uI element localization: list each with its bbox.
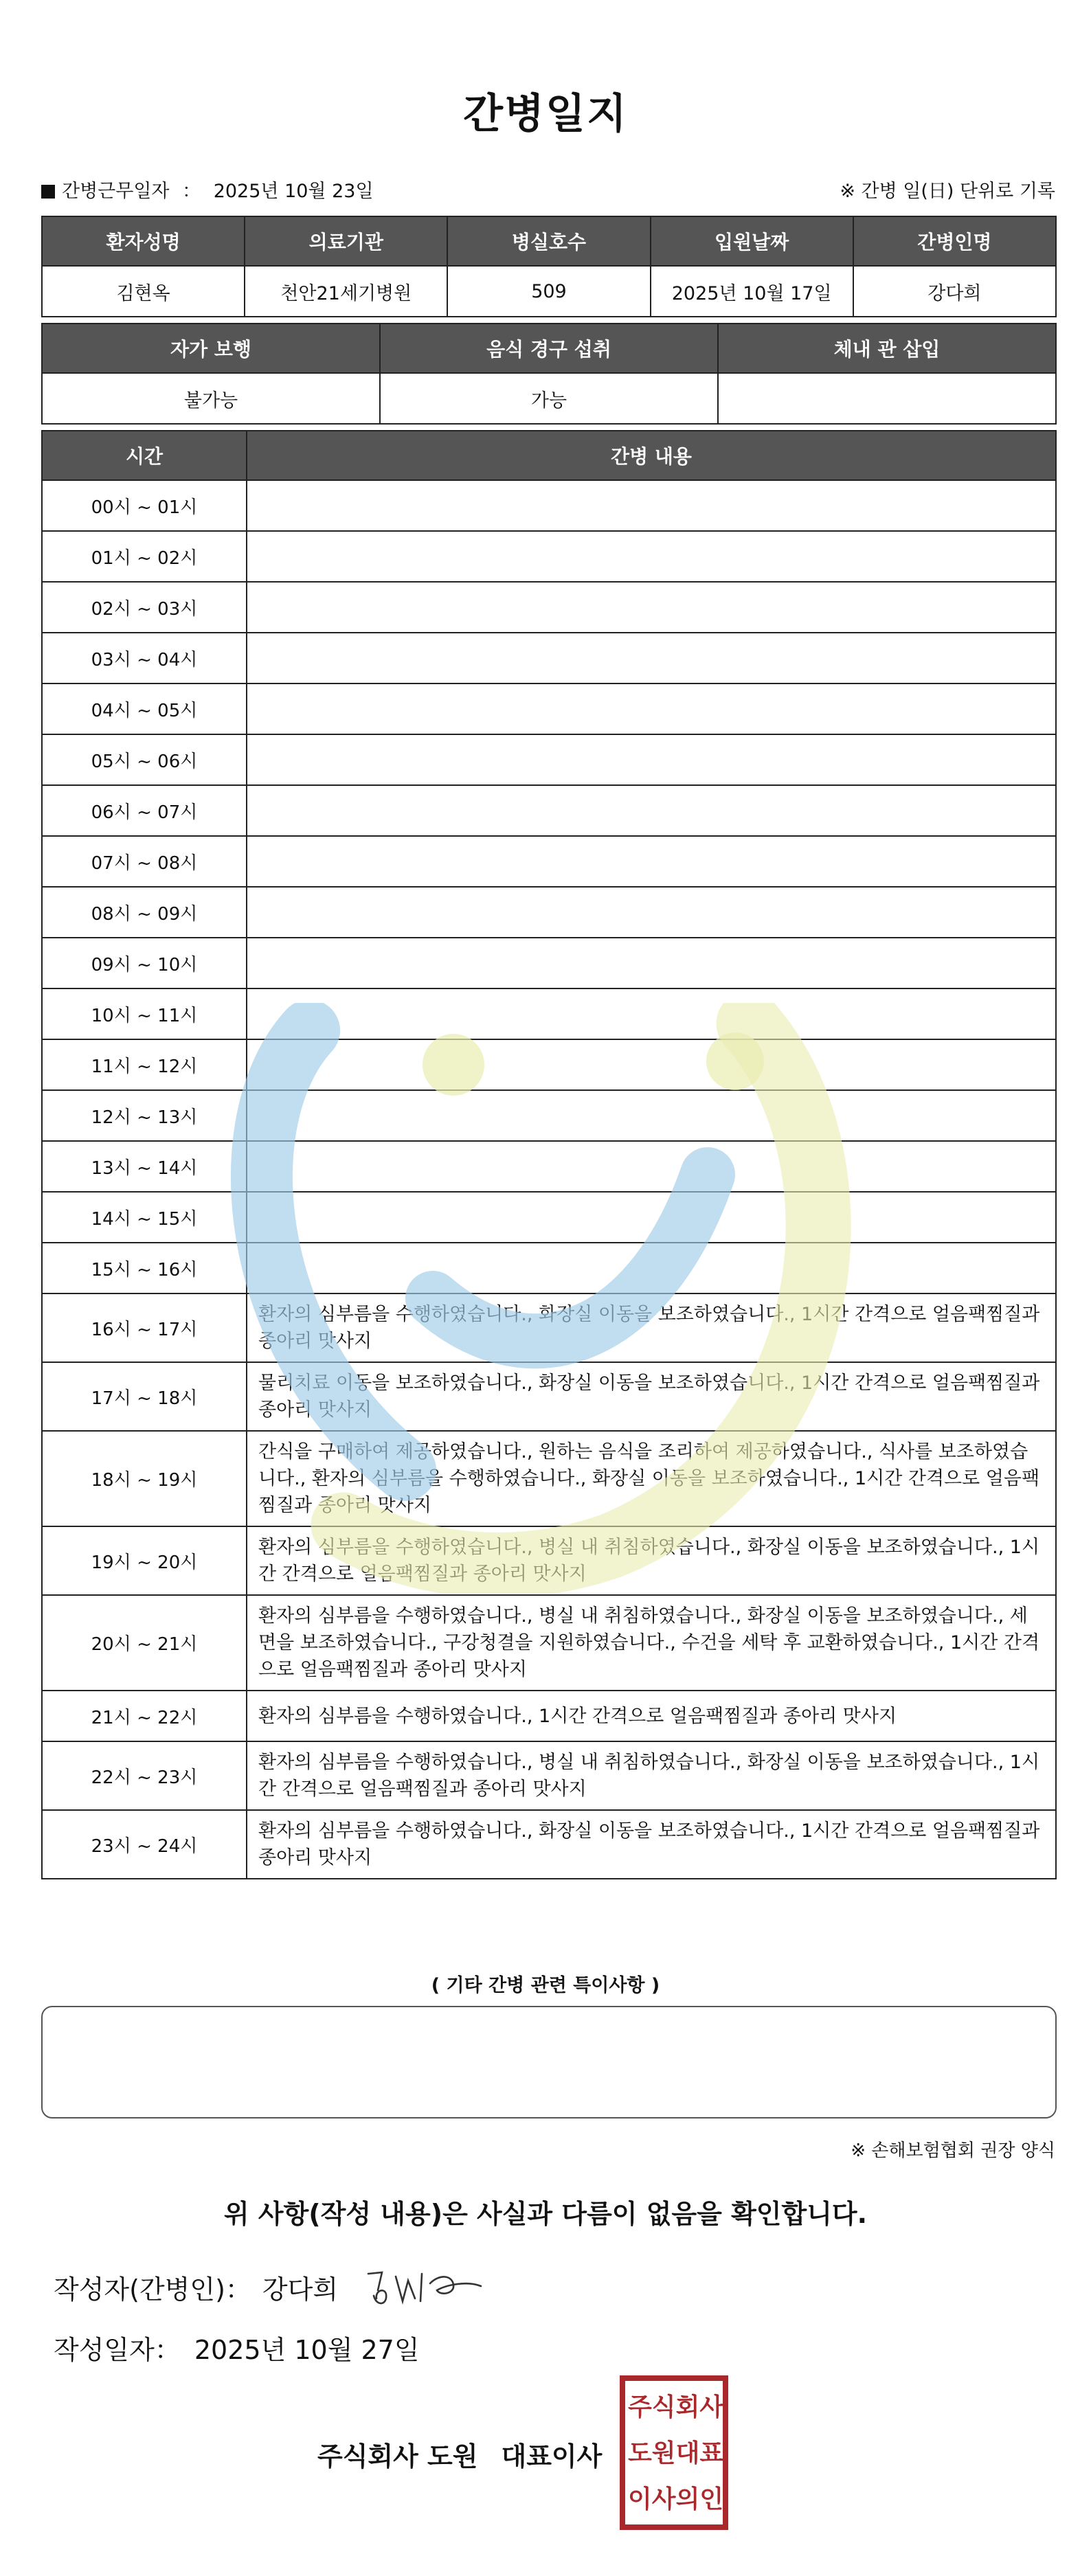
log-content xyxy=(247,938,1056,988)
seal-char: 사 xyxy=(699,2392,724,2421)
table-row xyxy=(42,480,1056,531)
header-oral-intake: 음식 경구 섭취 xyxy=(380,324,718,373)
document-title: 간병일지 xyxy=(463,90,628,138)
table-row xyxy=(42,1293,1056,1362)
log-time: 05시 ~ 06시 xyxy=(42,734,247,785)
log-content: 환자의 심부름을 수행하였습니다., 화장실 이동을 보조하였습니다., 1시간 간격으로 얼음팩찜질과 종아리 맛사지 xyxy=(247,1810,1056,1879)
table-row xyxy=(42,734,1056,785)
log-time: 04시 ~ 05시 xyxy=(42,683,247,734)
log-time: 09시 ~ 10시 xyxy=(42,938,247,988)
table-row xyxy=(42,1243,1056,1293)
seal-char: 인 xyxy=(699,2484,724,2513)
confirmation-statement: 위 사항(작성 내용)은 사실과 다름이 없음을 확인합니다. xyxy=(223,2199,868,2229)
log-time: 22시 ~ 23시 xyxy=(42,1741,247,1810)
table-row xyxy=(42,1362,1056,1431)
header-tube-insertion: 체내 관 삽입 xyxy=(718,324,1056,373)
log-content xyxy=(247,1243,1056,1293)
table-row xyxy=(42,1691,1056,1741)
log-time: 23시 ~ 24시 xyxy=(42,1810,247,1879)
care-log-body xyxy=(42,480,1056,1879)
log-content xyxy=(247,1039,1056,1090)
log-time: 16시 ~ 17시 xyxy=(42,1293,247,1362)
header-hospital: 의료기관 xyxy=(245,216,447,266)
seal-char: 사 xyxy=(651,2484,676,2513)
work-date xyxy=(41,176,374,203)
log-content xyxy=(247,1192,1056,1243)
log-time: 07시 ~ 08시 xyxy=(42,836,247,887)
log-content xyxy=(247,785,1056,836)
table-row xyxy=(42,988,1056,1039)
table-row xyxy=(42,582,1056,633)
seal-char: 표 xyxy=(699,2438,724,2467)
header-caregiver: 간병인명 xyxy=(853,216,1056,266)
log-time: 13시 ~ 14시 xyxy=(42,1141,247,1192)
recommend-note: ※ 손해보험협회 권장 양식 xyxy=(851,2140,1055,2161)
log-content xyxy=(247,480,1056,531)
written-date-line xyxy=(54,2329,420,2366)
company-name: 주식회사 도원 xyxy=(317,2441,478,2472)
log-time: 10시 ~ 11시 xyxy=(42,988,247,1039)
work-date-value: 2025년 10월 23일 xyxy=(213,181,374,202)
table-row xyxy=(42,836,1056,887)
table-row xyxy=(42,887,1056,938)
seal-char: 회 xyxy=(675,2392,700,2421)
log-content xyxy=(247,836,1056,887)
writer-label: 작성자(간병인)： xyxy=(54,2274,251,2305)
log-time: 08시 ~ 09시 xyxy=(42,887,247,938)
log-content xyxy=(247,734,1056,785)
log-time: 21시 ~ 22시 xyxy=(42,1691,247,1741)
walking-value: 불가능 xyxy=(42,373,380,424)
seal-char: 원 xyxy=(651,2438,676,2467)
log-content xyxy=(247,1090,1056,1141)
log-content: 환자의 심부름을 수행하였습니다., 병실 내 취침하였습니다., 화장실 이동을 보조하였습니다., 1시간 간격으로 얼음팩찜질과 종아리 맛사지 xyxy=(247,1526,1056,1595)
log-time: 14시 ~ 15시 xyxy=(42,1192,247,1243)
log-content: 물리치료 이동을 보조하였습니다., 화장실 이동을 보조하였습니다., 1시간 간격으로 얼음팩찜질과 종아리 맛사지 xyxy=(247,1362,1056,1431)
room-number: 509 xyxy=(447,266,650,317)
tube-insertion-value xyxy=(718,373,1056,424)
log-time: 11시 ~ 12시 xyxy=(42,1039,247,1090)
log-content xyxy=(247,1141,1056,1192)
written-date-value: 2025년 10월 27일 xyxy=(194,2335,420,2365)
seal-char: 주 xyxy=(628,2392,652,2421)
table-row xyxy=(42,1431,1056,1526)
log-content xyxy=(247,582,1056,633)
hospital-name: 천안21세기병원 xyxy=(245,266,447,317)
header-care-content: 간병 내용 xyxy=(247,431,1056,480)
log-time: 01시 ~ 02시 xyxy=(42,531,247,582)
patient-name: 김현옥 xyxy=(42,266,245,317)
caregiver-name: 강다희 xyxy=(853,266,1056,317)
log-content xyxy=(247,683,1056,734)
seal-char: 이 xyxy=(628,2484,652,2513)
work-date-separator: ： xyxy=(182,181,201,202)
log-content xyxy=(247,887,1056,938)
table-row xyxy=(42,1741,1056,1810)
signature-icon xyxy=(364,2260,484,2311)
oral-intake-value: 가능 xyxy=(380,373,718,424)
log-content xyxy=(247,988,1056,1039)
header-patient-name: 환자성명 xyxy=(42,216,245,266)
table-row xyxy=(42,683,1056,734)
patient-info-table xyxy=(41,216,1057,317)
header-time: 시간 xyxy=(42,431,247,480)
log-time: 17시 ~ 18시 xyxy=(42,1362,247,1431)
company-ceo-title: 대표이사 xyxy=(501,2441,603,2472)
care-log-table xyxy=(41,430,1057,1879)
log-time: 12시 ~ 13시 xyxy=(42,1090,247,1141)
company-seal-icon xyxy=(620,2375,728,2530)
table-row xyxy=(42,1526,1056,1595)
log-content xyxy=(247,531,1056,582)
log-time: 20시 ~ 21시 xyxy=(42,1595,247,1691)
seal-char: 식 xyxy=(651,2392,676,2421)
special-notes-box xyxy=(41,2006,1057,2119)
log-content: 간식을 구매하여 제공하였습니다., 원하는 음식을 조리하여 제공하였습니다., 식사를 보조하였습니다., 환자의 심부름을 수행하였습니다., 화장실 이동을 보조하였습니다., 1시간 간격으로 얼음팩찜질과 종아리 맛사지 xyxy=(247,1431,1056,1526)
table-row xyxy=(42,1141,1056,1192)
log-content: 환자의 심부름을 수행하였습니다., 1시간 간격으로 얼음팩찜질과 종아리 맛사지 xyxy=(247,1691,1056,1741)
writer-line xyxy=(54,2268,338,2306)
table-row xyxy=(42,633,1056,683)
table-row xyxy=(42,785,1056,836)
log-time: 00시 ~ 01시 xyxy=(42,480,247,531)
table-row xyxy=(42,938,1056,988)
seal-char: 도 xyxy=(628,2438,652,2467)
header-admission-date: 입원날짜 xyxy=(651,216,853,266)
log-time: 06시 ~ 07시 xyxy=(42,785,247,836)
header-room: 병실호수 xyxy=(447,216,650,266)
table-row xyxy=(42,1039,1056,1090)
log-time: 03시 ~ 04시 xyxy=(42,633,247,683)
log-content: 환자의 심부름을 수행하였습니다., 병실 내 취침하였습니다., 화장실 이동을 보조하였습니다., 1시간 간격으로 얼음팩찜질과 종아리 맛사지 xyxy=(247,1741,1056,1810)
log-content: 환자의 심부름을 수행하였습니다., 병실 내 취침하였습니다., 화장실 이동을 보조하였습니다., 세면을 보조하였습니다., 구강청결을 지원하였습니다., 수건을 세탁 후 교환하였습니다., 1시간 간격으로 얼음팩찜질과 종아리 맛사지 xyxy=(247,1595,1056,1691)
log-content xyxy=(247,633,1056,683)
log-time: 15시 ~ 16시 xyxy=(42,1243,247,1293)
log-time: 19시 ~ 20시 xyxy=(42,1526,247,1595)
log-time: 02시 ~ 03시 xyxy=(42,582,247,633)
square-bullet-icon xyxy=(41,185,55,199)
seal-char: 의 xyxy=(675,2484,700,2513)
table-row xyxy=(42,1810,1056,1879)
log-time: 18시 ~ 19시 xyxy=(42,1431,247,1526)
special-notes-title: ( 기타 간병 관련 특이사항 ) xyxy=(431,1975,660,1996)
log-content: 환자의 심부름을 수행하였습니다., 화장실 이동을 보조하였습니다., 1시간 간격으로 얼음팩찜질과 종아리 맛사지 xyxy=(247,1293,1056,1362)
table-row xyxy=(42,1192,1056,1243)
table-row xyxy=(42,1595,1056,1691)
admission-date: 2025년 10월 17일 xyxy=(651,266,853,317)
table-row xyxy=(42,1090,1056,1141)
table-row xyxy=(42,531,1056,582)
unit-note: ※ 간병 일(日) 단위로 기록 xyxy=(840,181,1055,202)
work-date-label: 간병근무일자 xyxy=(62,181,170,202)
patient-status-table xyxy=(41,323,1057,425)
written-date-label: 작성일자： xyxy=(54,2335,181,2365)
company-line xyxy=(317,2435,602,2473)
seal-char: 대 xyxy=(675,2438,700,2467)
writer-name: 강다희 xyxy=(262,2274,339,2305)
header-walking: 자가 보행 xyxy=(42,324,380,373)
